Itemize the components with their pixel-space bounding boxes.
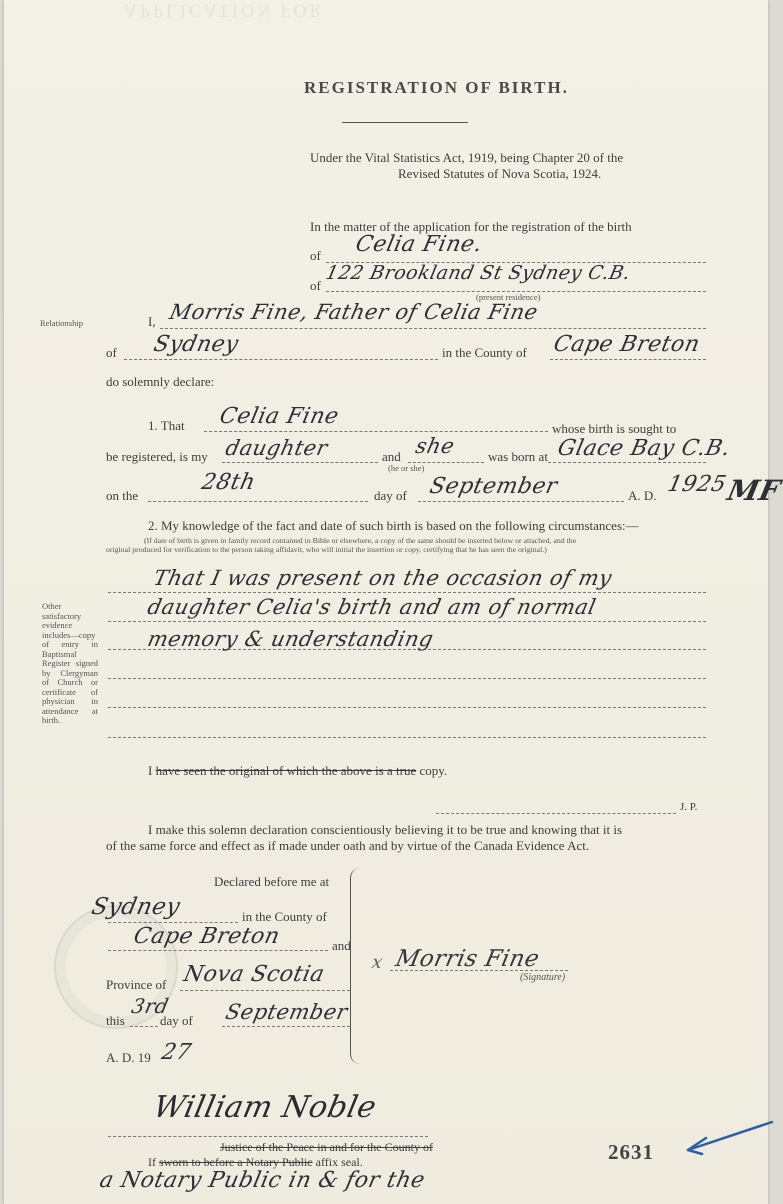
declared-before: Declared before me at [214,874,330,889]
document-title: REGISTRATION OF BIRTH. [304,78,569,97]
relationship-label: Relationship [40,318,83,328]
p1-birthplace-line [548,462,706,463]
circumstance-text-1: That I was present on the occasion of my [151,566,615,590]
signature-caption: (Signature) [520,972,566,983]
decl-county-line [108,950,328,951]
p1-and: and [382,449,401,464]
child-name-field: Celia Fine. [353,232,485,257]
signature-field: Morris Fine [393,946,542,972]
of-label-3: of [106,345,117,360]
p1-relation-line [222,462,378,463]
seen-copy: copy. [419,763,448,778]
p1-day-label: day of [374,488,407,503]
circ-line-4 [108,678,706,679]
p2-note-1: (If date of birth is given in family record contained in Bible or elsewhere, a copy of the same should be inserted below or attached, and the [144,536,577,545]
matter-line: In the matter of the application for the registration of the birth [310,219,632,234]
decl-province-field: Nova Scotia [181,962,327,987]
act-line-1: Under the Vital Statistics Act, 1919, being Chapter 20 of the [310,150,624,165]
residence-caption: (present residence) [476,292,541,302]
circumstance-text-3: memory & understanding [145,627,436,651]
solemn-line-2: of the same force and effect as if made under oath and by virtue of the Canada Evidence Act. [106,838,590,853]
p1-registered: be registered, is my [106,449,208,464]
circ-line-1 [108,592,706,593]
county-line [550,359,706,360]
declarant-field: Morris Fine, Father of Celia Fine [167,300,541,324]
county-label: in the County of [442,345,527,360]
p1-day-field: 28th [199,470,258,495]
p1-ad: A. D. [628,488,657,503]
decl-year-field: 27 [159,1040,194,1065]
p1-pronoun-field: she [413,434,457,458]
arrow-icon [676,1118,776,1164]
decl-day-of: day of [160,1013,193,1028]
decl-county-field: Cape Breton [131,924,283,949]
declaration-brace [350,868,363,1064]
ghost-header: APPLICATION FOR [124,1,325,21]
decl-month-line [222,1026,350,1027]
jp-label: J. P. [680,801,698,813]
if-sworn-struck: sworn to before a Notary Public [159,1155,313,1169]
justice-struck: Justice of the Peace in and for the County of [220,1140,433,1154]
decl-place-field: Sydney [89,894,183,920]
seen-struck: have seen the original of which the above is a true [155,763,417,778]
p2-text: 2. My knowledge of the fact and date of such birth is based on the following circumstances:— [148,518,639,533]
if-sworn: If [148,1155,156,1169]
p1-relation-field: daughter [223,436,330,460]
p1-month-line [418,501,624,502]
decl-county-label: in the County of [242,909,327,924]
official-signature-line [108,1136,428,1137]
decl-province-line [180,990,350,991]
p1-birthplace-field: Glace Bay C.B. [555,436,733,461]
decl-province-label: Province of [106,977,167,992]
seen-i: I [148,763,153,778]
declarant-county-field: Cape Breton [551,332,703,357]
solemn-line-1: I make this solemn declaration conscientiously believing it to be true and knowing that it is [148,822,623,837]
p1-on-the: on the [106,488,139,503]
p1-he-or-she: (he or she) [388,463,425,473]
of-label: of [310,248,321,263]
official-signature-field: William Noble [150,1090,380,1125]
town-line [124,359,438,360]
p1-that: 1. That [148,418,185,433]
decl-day-line [130,1026,158,1027]
decl-and: and [332,938,351,953]
residence-field: 122 Brookland St Sydney C.B. [323,262,633,284]
p1-born-at: was born at [488,449,548,464]
decl-ad: A. D. 19 [106,1050,151,1065]
circ-line-6 [108,737,706,738]
notary-hand-text: a Notary Public in & for the [97,1168,428,1193]
decl-month-field: September [223,1000,351,1024]
decl-this: this [106,1013,125,1028]
of-label-2: of [310,278,321,293]
circ-line-5 [108,707,706,708]
declarant-town-field: Sydney [151,332,241,357]
p1-day-line [148,501,368,502]
jp-line [436,813,676,814]
declarant-line [160,328,706,329]
file-number: 2631 [608,1140,654,1164]
p1-whose: whose birth is sought to [552,421,677,436]
declare-label: do solemnly declare: [106,374,215,389]
margin-note: Other satisfactory evidence includes—copy of entry in Baptismal Register signed by Clergyman of Church or certificate of physician in attendance at birth. [42,601,98,725]
p1-month-field: September [427,474,560,499]
decl-place-line [108,922,238,923]
title-rule [342,122,468,123]
document-page [4,0,783,1204]
p2-note-2: original produced for verification to the person taking affidavit, who will initial the insertion or copy, certifying that he has seen the original.) [106,545,547,554]
i-label: I, [148,314,156,329]
decl-day-field: 3rd [129,994,172,1018]
circumstance-text-2: daughter Celia's birth and am of normal [145,595,599,619]
signature-x: x [369,952,385,973]
circ-line-2 [108,621,706,622]
if-sworn-end: affix seal. [315,1155,363,1169]
seen-original-line [148,763,447,779]
p1-initials: MF [724,474,783,507]
p1-name-line [204,431,548,432]
act-line-2: Revised Statutes of Nova Scotia, 1924. [398,166,602,181]
p1-name-field: Celia Fine [217,404,342,429]
p1-year-field: 1925 [665,472,729,497]
